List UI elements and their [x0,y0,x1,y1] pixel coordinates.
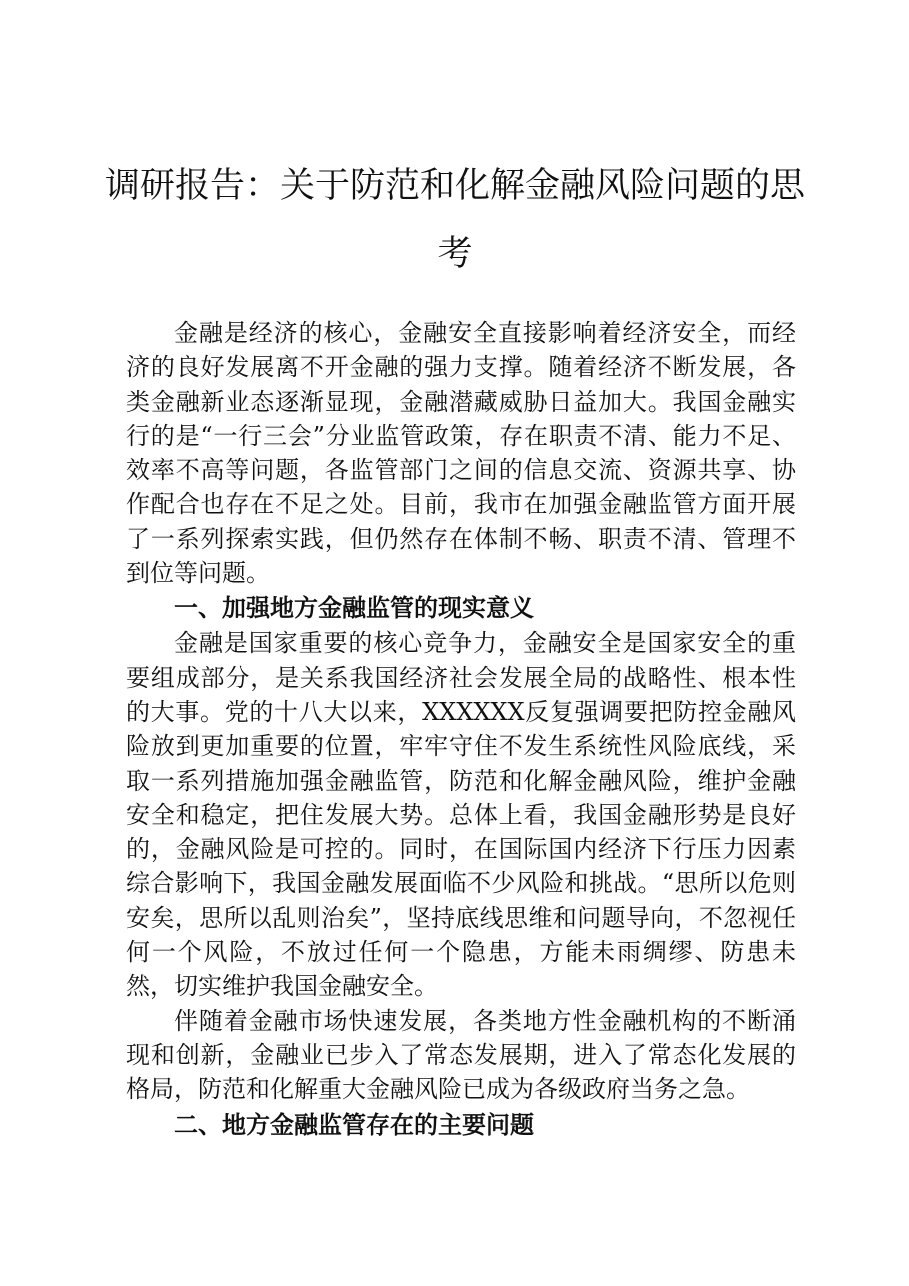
document-body [126,316,796,1143]
section-heading-1: 一、加强地方金融监管的现实意义 [174,594,534,623]
paragraph-market-development: 伴随着金融市场快速发展，各类地方性金融机构的不断涌现和创新，金融业已步入了常态发展期，进入了常态化发展的格局，防范和化解重大金融风险已成为各级政府当务之急。 [126,1006,796,1104]
section-heading-2: 二、地方金融监管存在的主要问题 [174,1110,534,1139]
paragraph-significance: 金融是国家重要的核心竞争力，金融安全是国家安全的重要组成部分，是关系我国经济社会发展全局的战略性、根本性的大事。党的十八大以来，XXXXXX反复强调要把防控金融风险放到更加重要的位置，牢牢守住不发生系统性风险底线，采取一系列措施加强金融监管，防范和化解金融风险，维护金融安全和稳定，把住发展大势。总体上看，我国金融形势是良好的，金融风险是可控的。同时，在国际国内经济下行压力因素综合影响下，我国金融发展面临不少风险和挑战。“思所以危则安矣，思所以乱则治矣”，坚持底线思维和问题导向，不忽视任何一个风险，不放过任何一个隐患，方能未雨绸缪、防患未然，切实维护我国金融安全。 [126,629,796,1001]
document-title: 调研报告：关于防范和化解金融风险问题的思考 [105,166,806,274]
paragraph-intro: 金融是经济的核心，金融安全直接影响着经济安全，而经济的良好发展离不开金融的强力支撑。随着经济不断发展，各类金融新业态逐渐显现，金融潜藏威胁日益加大。我国金融实行的是“一行三会”分业监管政策，存在职责不清、能力不足、效率不高等问题，各监管部门之间的信息交流、资源共享、协作配合也存在不足之处。目前，我市在加强金融监管方面开展了一系列探索实践，但仍然存在体制不畅、职责不清、管理不到位等问题。 [126,319,796,588]
